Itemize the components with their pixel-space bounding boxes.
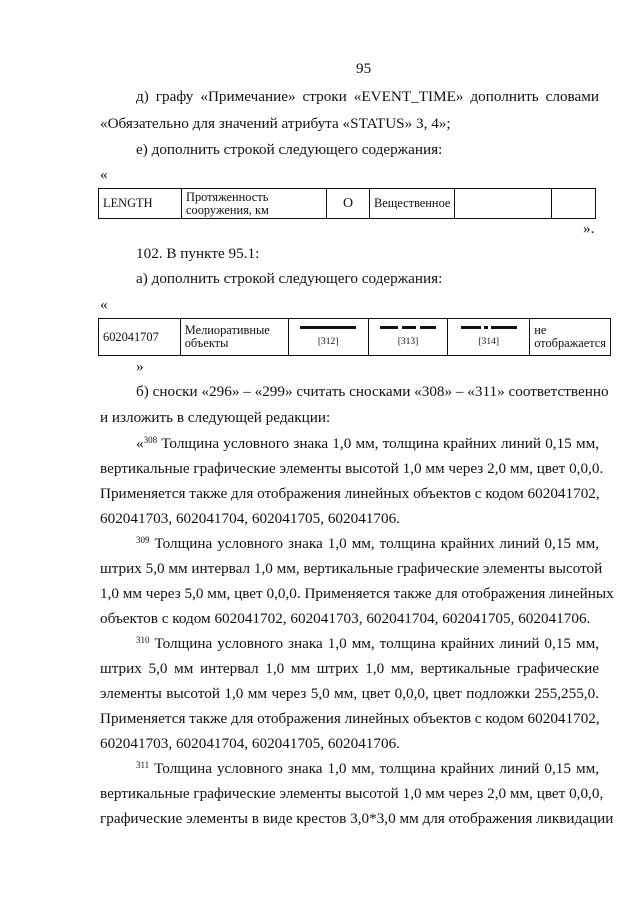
table1-type: Вещественное	[370, 189, 455, 219]
table1-code: LENGTH	[99, 189, 182, 219]
footnote-308-line-1: «$^{308}$ Толщина условного знака 1,0 мм, толщина крайних линий 0,15 мм,	[136, 435, 599, 452]
footnote-310-line-4: Применяется также для отображения линейных объектов с кодом 602041702,	[100, 710, 600, 727]
table-length-row	[98, 188, 596, 219]
footnote-311-mark: 311	[136, 760, 150, 770]
footnote-311-line-3: графические элементы в виде крестов 3,0*3,0 мм для отображения ликвидации	[100, 810, 614, 827]
footnote-311-line-1: $^{311}$ Толщина условного знака 1,0 мм, толщина крайних линий 0,15 мм,	[136, 760, 599, 777]
footnote-310-line-2: штрих 5,0 мм интервал 1,0 мм штрих 1,0 мм, вертикальные графические	[100, 660, 599, 677]
open-quote-1: «	[100, 166, 108, 183]
close-quote: »	[136, 358, 144, 375]
table2-status: не отображается	[530, 319, 611, 356]
footnote-309-line-2: штрих 5,0 мм интервал 1,0 мм, вертикальные графические элементы высотой	[100, 560, 603, 577]
table2-ref-313: [313]	[397, 336, 419, 347]
close-quote-dot: ».	[583, 220, 595, 237]
footnote-308-mark: 308	[143, 435, 158, 445]
footnote-311-line-2: вертикальные графические элементы высотой 1,0 мм через 2,0 мм, цвет 0,0,0,	[100, 785, 604, 802]
section-102-heading: 102. В пункте 95.1:	[136, 245, 260, 262]
table2-ref-314: [314]	[478, 336, 500, 347]
footnote-310-mark: 310	[136, 635, 150, 645]
item-b-line-1: б) сноски «296» – «299» считать сносками «308» – «311» соответственно	[136, 383, 609, 400]
dash-dot-line-symbol	[461, 326, 517, 330]
table1-name: Протяженность сооружения, км	[182, 189, 327, 219]
footnote-309-line-1: $^{309}$ Толщина условного знака 1,0 мм, толщина крайних линий 0,15 мм,	[136, 535, 599, 552]
table1-col5	[455, 189, 552, 219]
item-e-text: е) дополнить строкой следующего содержания:	[136, 141, 443, 158]
footnote-308-line-3: Применяется также для отображения линейных объектов с кодом 602041702,	[100, 485, 600, 502]
dashed-line-symbol	[380, 326, 436, 330]
footnote-308-line-4: 602041703, 602041704, 602041705, 602041706.	[100, 510, 400, 527]
table1-col6	[552, 189, 596, 219]
item-d-line-2: «Обязательно для значений атрибута «STATUS» 3, 4»;	[100, 115, 451, 132]
item-d-line-1: д) графу «Примечание» строки «EVENT_TIME» дополнить словами	[136, 88, 599, 105]
table2-code: 602041707	[99, 319, 181, 356]
footnote-309-line-3: 1,0 мм через 5,0 мм, цвет 0,0,0. Применяется также для отображения линейных	[100, 585, 614, 602]
footnote-310-line-3: элементы высотой 1,0 мм через 5,0 мм, цвет 0,0,0, цвет подложки 255,255,0.	[100, 685, 599, 702]
table2-name: Мелиоративные объекты	[180, 319, 288, 356]
solid-line-symbol	[300, 326, 356, 330]
table1-flag: О	[327, 189, 370, 219]
table-melioration-row	[98, 318, 611, 356]
table2-symbol-314	[448, 319, 530, 356]
footnote-310-line-5: 602041703, 602041704, 602041705, 602041706.	[100, 735, 400, 752]
open-quote-2: «	[100, 296, 108, 313]
footnote-308-line-2: вертикальные графические элементы высотой 1,0 мм через 2,0 мм, цвет 0,0,0.	[100, 460, 604, 477]
item-a-text: а) дополнить строкой следующего содержания:	[136, 270, 443, 287]
table2-ref-312: [312]	[317, 336, 339, 347]
footnote-309-line-4: объектов с кодом 602041702, 602041703, 602041704, 602041705, 602041706.	[100, 610, 591, 627]
page-number: 95	[356, 60, 372, 77]
table2-symbol-312	[288, 319, 368, 356]
table2-symbol-313	[368, 319, 448, 356]
item-b-line-2: и изложить в следующей редакции:	[100, 409, 331, 426]
footnote-309-mark: 309	[136, 535, 150, 545]
footnote-310-line-1: $^{310}$ Толщина условного знака 1,0 мм, толщина крайних линий 0,15 мм,	[136, 635, 599, 652]
